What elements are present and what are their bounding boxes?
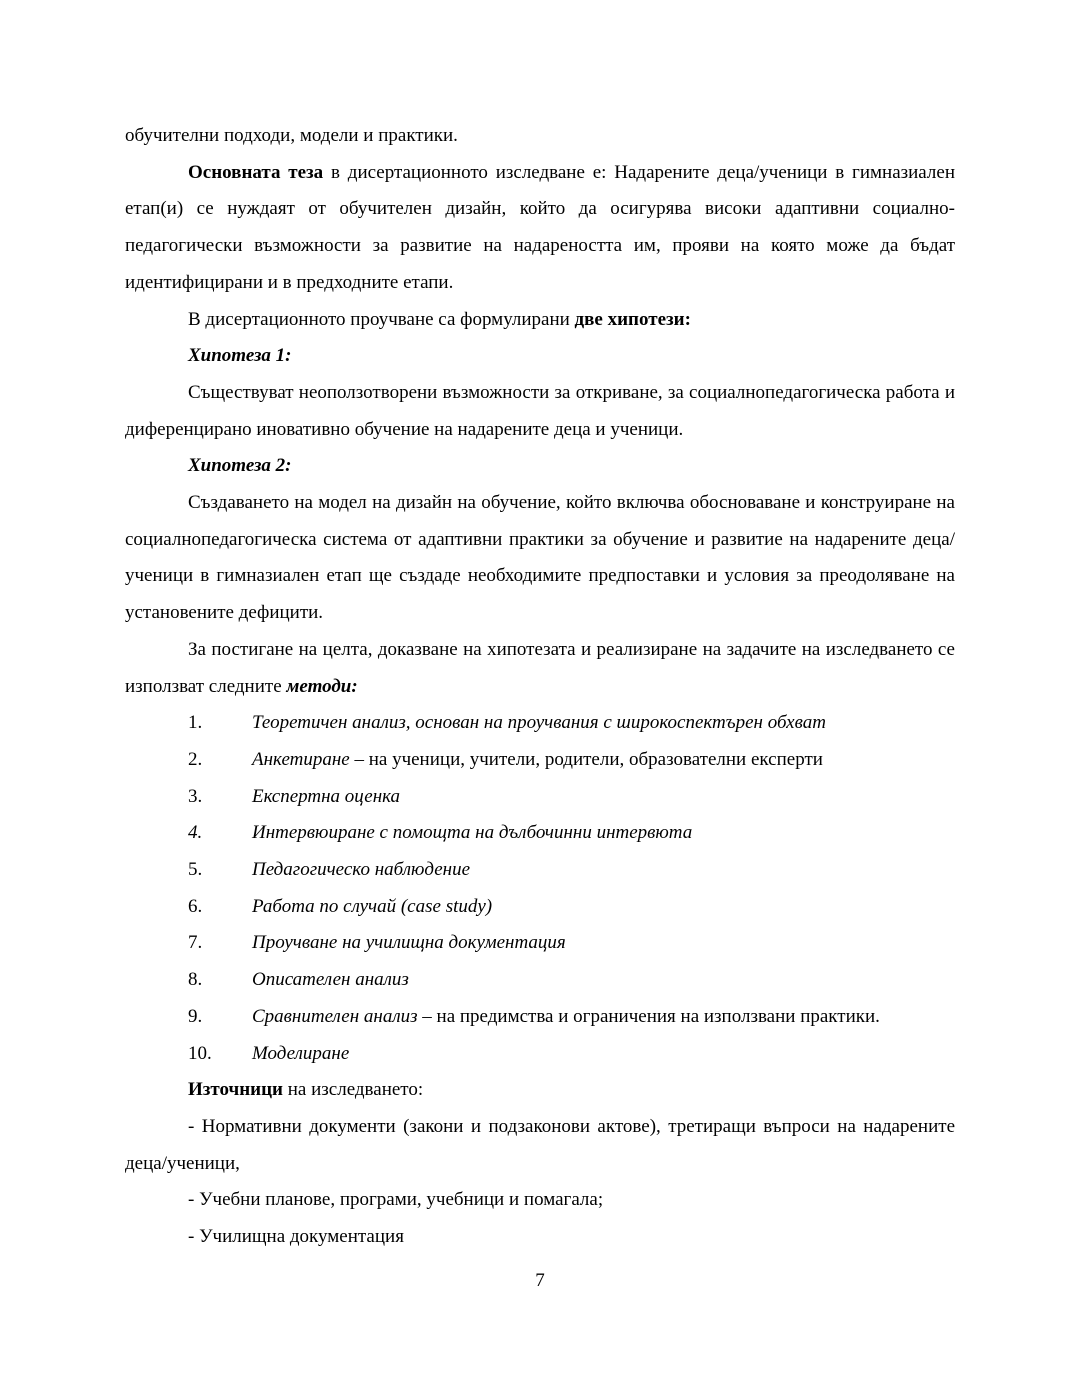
list-item (125, 705, 955, 742)
hypothesis-2-text: Създаването на модел на дизайн на обучение, който включва обосноваване и конструиране на социалнопедагогическа система от адаптивни практики за обучение и развитие на надарените деца/ ученици в гимназиален етап ще създаде необходимите предпоставки и условия за преодоляване на установените дефицити. (125, 492, 955, 624)
list-item (125, 852, 955, 889)
list-item-italic: Анкетиране (252, 748, 350, 770)
list-item-italic: Теоретичен анализ, основан на проучвания с широкоспектърен обхват (252, 712, 826, 734)
page-content (125, 118, 955, 1256)
thesis-text: в дисертационното изследване е: Надарените деца/ученици в гимназиален етап(и) се нуждаят от обучителен дизайн, който да осигурява високи адаптивни социално-педагогически възможности за развитие на надареността им, прояви на която може да бъдат идентифицирани и в предходните етапи. (125, 161, 955, 293)
list-item-number: 3. (188, 785, 203, 807)
hypothesis-1-text: Съществуват неоползотворени възможности за откриване, за социалнопедагогическа работа и диференцирано иновативно обучение на надарените деца и ученици. (125, 381, 955, 440)
list-item (125, 1036, 955, 1073)
list-item (125, 815, 955, 852)
thesis-label: Основната теза (188, 161, 324, 183)
list-item-rest: – на ученици, учители, родители, образователни експерти (349, 748, 823, 770)
sources-heading (125, 1072, 955, 1109)
list-item-number: 1. (188, 712, 203, 734)
list-item (125, 999, 955, 1036)
hypotheses-intro-bold: две хипотези: (574, 308, 691, 330)
list-item (125, 742, 955, 779)
list-item-number: 4. (188, 822, 203, 844)
methods-intro (125, 632, 955, 705)
list-item (125, 962, 955, 999)
list-item (125, 889, 955, 926)
hypotheses-intro (125, 302, 955, 339)
list-item-number: 9. (188, 1005, 203, 1027)
list-item (125, 779, 955, 816)
list-item-rest: – на предимства и ограничения на използвани практики. (417, 1005, 880, 1027)
list-item-italic: Моделиране (252, 1042, 350, 1064)
hypothesis-1-label: Хипотеза 1: (188, 345, 292, 367)
page-number: 7 (535, 1270, 545, 1291)
list-item-number: 7. (188, 932, 203, 954)
list-item-italic: Интервюиране с помощта на дълбочинни интервюта (252, 822, 693, 844)
list-item-number: 5. (188, 859, 203, 881)
list-item-italic: Проучване на училищна документация (252, 932, 566, 954)
methods-word: методи: (286, 675, 358, 697)
source-item: - Училищна документация (188, 1226, 404, 1248)
methods-list (125, 705, 955, 1072)
list-item-number: 6. (188, 895, 203, 917)
source-item: - Учебни планове, програми, учебници и помагала; (188, 1189, 604, 1211)
list-item-italic: Описателен анализ (252, 969, 409, 991)
list-item-number: 2. (188, 748, 203, 770)
sources-label: Източници (188, 1079, 284, 1101)
hypotheses-intro-text: В дисертационното проучване са формулирани (188, 308, 575, 330)
methods-intro-text: За постигане на целта, доказване на хипотезата и реализиране на задачите на изследването се използват следните (125, 638, 955, 697)
continuation-paragraph: обучителни подходи, модели и практики. (125, 125, 458, 146)
list-item-italic: Работа по случай (case study) (252, 895, 493, 917)
sources-label-rest: на изследването: (283, 1079, 424, 1101)
list-item-italic: Педагогическо наблюдение (252, 859, 471, 881)
thesis-paragraph (125, 155, 955, 302)
source-item: - Нормативни документи (закони и подзаконови актове), третиращи въпроси на надарените деца/ученици, (125, 1115, 955, 1174)
list-item (125, 925, 955, 962)
list-item-italic: Експертна оценка (252, 785, 401, 807)
hypothesis-2-label: Хипотеза 2: (188, 455, 292, 477)
list-item-italic: Сравнителен анализ (252, 1005, 418, 1027)
list-item-number: 8. (188, 969, 203, 991)
list-item-number: 10. (188, 1042, 212, 1064)
